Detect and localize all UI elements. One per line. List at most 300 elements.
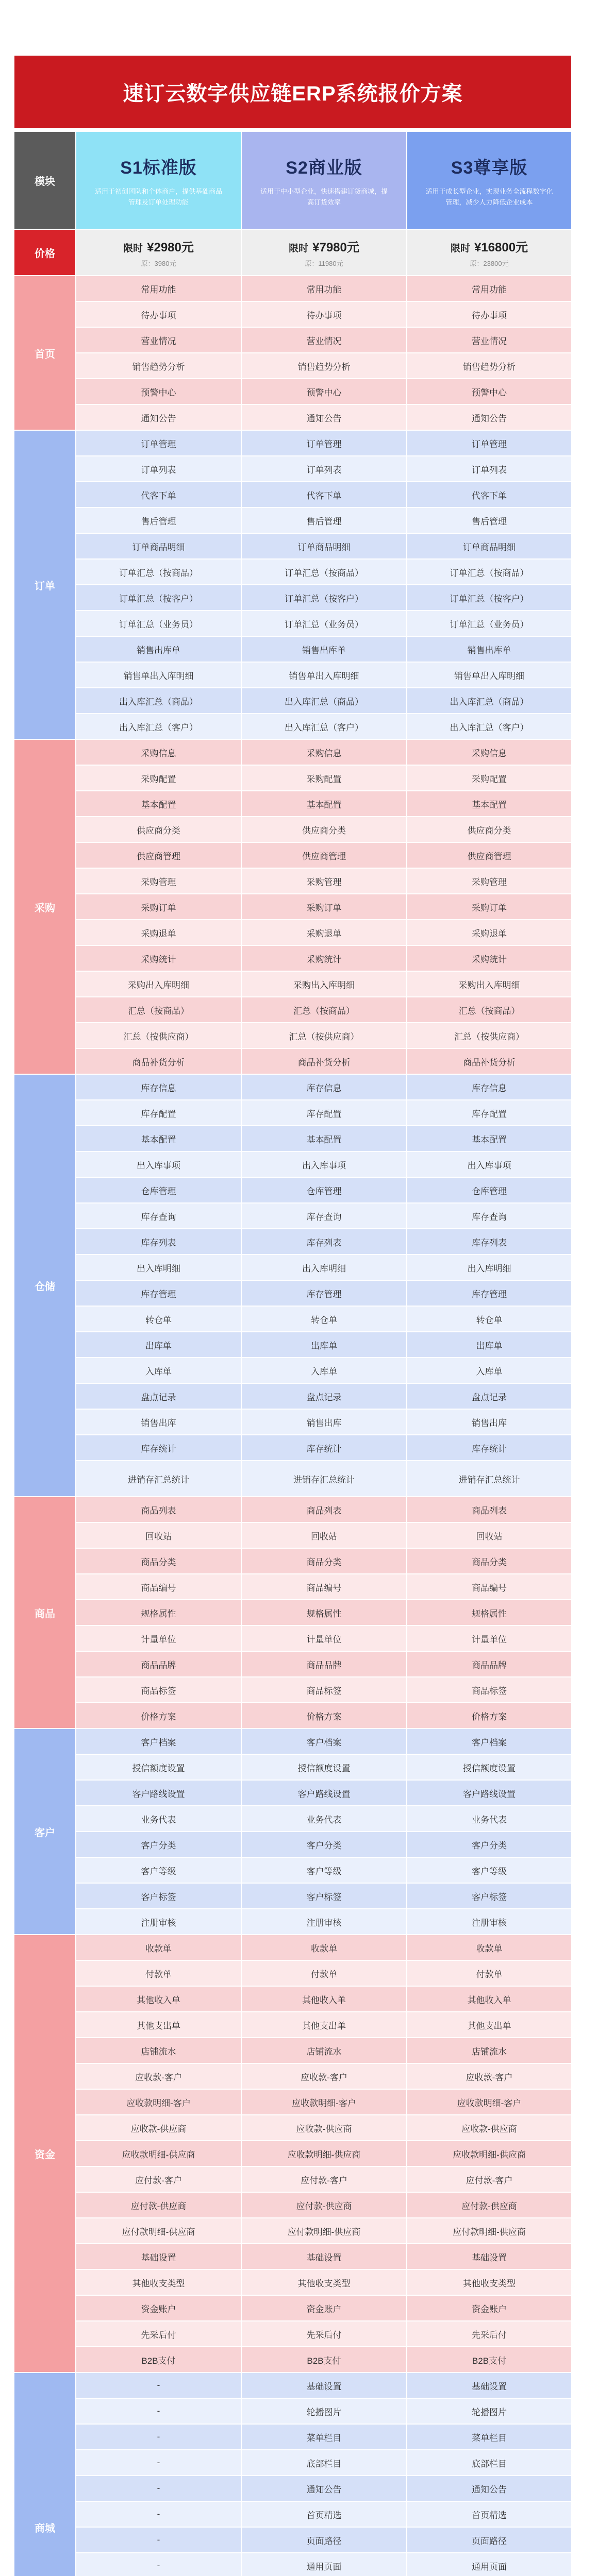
plan-feature-cell: 应付款-供应商	[76, 2193, 241, 2217]
plan-feature-cell: 其他支出单	[407, 2012, 571, 2037]
plan-feature-cell: 其他收支类型	[407, 2270, 571, 2295]
plan-feature-cell: 注册审核	[242, 1909, 406, 1934]
plan-feature-cell: 常用功能	[76, 276, 241, 301]
plan-feature-cell: 商品补货分析	[76, 1049, 241, 1074]
plan-feature-cell: 采购统计	[76, 946, 241, 971]
price-amount: ¥16800元	[474, 241, 528, 255]
module-section	[14, 740, 571, 1074]
plan-feature-cell: 应付款明细-供应商	[76, 2218, 241, 2243]
plan-feature-cell: 出入库明细	[407, 1255, 571, 1280]
plan-feature-cell: 首页精选	[242, 2502, 406, 2527]
plan-feature-cell: 回收站	[242, 1523, 406, 1548]
plan-feature-cell: 出入库汇总（客户）	[76, 714, 241, 739]
plan-description: 适用于中小型企业，快速搭建订货商城，提高订货效率	[260, 187, 388, 206]
plan-feature-cell: 其他收支类型	[76, 2270, 241, 2295]
plan-feature-cell: 授信额度设置	[242, 1755, 406, 1780]
plan-feature-cell: 其他收入单	[76, 1987, 241, 2011]
plan-feature-cell: 付款单	[76, 1961, 241, 1986]
plan-feature-cell: 客户路线设置	[242, 1781, 406, 1805]
plan-feature-cell: 汇总（按供应商）	[242, 1023, 406, 1048]
plan-feature-cell: 应付款-供应商	[242, 2193, 406, 2217]
plan-feature-cell: 应收款-客户	[76, 2064, 241, 2089]
plan-feature-cell: 供应商管理	[407, 843, 571, 868]
price-original: 原：11980元	[305, 260, 343, 267]
plan-feature-cell: 销售出库	[76, 1410, 241, 1434]
price-row	[14, 230, 571, 275]
plan-feature-cell: 基础设置	[242, 2373, 406, 2398]
plan-feature-cell: 商品标签	[76, 1677, 241, 1702]
plan-feature-cell: 采购管理	[76, 869, 241, 893]
plan-feature-cell: 仓库管理	[242, 1178, 406, 1202]
plan-feature-cell: 库存列表	[76, 1229, 241, 1254]
plan-feature-cell: 其他支出单	[242, 2012, 406, 2037]
plan-feature-cell: 客户路线设置	[76, 1781, 241, 1805]
plan-feature-cell: 库存信息	[407, 1075, 571, 1099]
plan-feature-cell: 计量单位	[242, 1626, 406, 1651]
plan-feature-cell: 菜单栏目	[242, 2425, 406, 2449]
plan-feature-cell: 库存查询	[407, 1204, 571, 1228]
plan-feature-cell: 预警中心	[242, 379, 406, 404]
plan-feature-cell: 应付款明细-供应商	[242, 2218, 406, 2243]
plan-feature-cell: -	[76, 2528, 241, 2552]
plan-feature-cell: 收款单	[242, 1935, 406, 1960]
module-label: 仓储	[14, 1075, 75, 1496]
plan-feature-cell: 店铺流水	[242, 2038, 406, 2063]
module-label: 订单	[14, 431, 75, 739]
price-current	[123, 237, 194, 255]
page-title: 速订云数字供应链ERP系统报价方案	[123, 82, 463, 105]
plan-feature-cell: 其他收入单	[407, 1987, 571, 2011]
plan-feature-cell: 客户标签	[407, 1884, 571, 1908]
plan-feature-cell: 应收款明细-客户	[242, 2090, 406, 2114]
plan-feature-cell: 销售出库	[407, 1410, 571, 1434]
plan-feature-cell: 轮播图片	[242, 2399, 406, 2424]
plan-feature-cell: 出入库汇总（商品）	[242, 688, 406, 713]
plan-feature-cell: 商品列表	[76, 1497, 241, 1522]
plan-feature-cell: 订单管理	[242, 431, 406, 455]
plan-feature-cell: 采购信息	[407, 740, 571, 765]
plan-feature-cell: 采购退单	[407, 920, 571, 945]
plan-s2-price	[242, 230, 406, 275]
plan-feature-cell: 基础设置	[407, 2244, 571, 2269]
plan-feature-cell: 采购配置	[242, 766, 406, 790]
plan-feature-cell: 出入库汇总（商品）	[407, 688, 571, 713]
plan-feature-cell: 商品标签	[242, 1677, 406, 1702]
plan-feature-cell: 代客下单	[76, 482, 241, 507]
plan-feature-cell: 计量单位	[76, 1626, 241, 1651]
plan-feature-cell: 订单汇总（按商品）	[242, 560, 406, 584]
plan-feature-cell: 商品编号	[242, 1574, 406, 1599]
plan-feature-cell: 入库单	[407, 1358, 571, 1383]
plan-feature-cell: 通知公告	[76, 405, 241, 430]
plan-feature-cell: 出入库汇总（商品）	[76, 688, 241, 713]
plan-feature-cell: 出入库汇总（客户）	[242, 714, 406, 739]
module-section	[14, 2373, 571, 2576]
plan-feature-cell: 客户标签	[76, 1884, 241, 1908]
plan-feature-cell: 业务代表	[76, 1806, 241, 1831]
plan-feature-cell: 应付款-供应商	[407, 2193, 571, 2217]
plan-feature-cell: 常用功能	[242, 276, 406, 301]
plan-feature-cell: 待办事项	[407, 302, 571, 327]
plan-name: S3尊享版	[451, 158, 528, 178]
plan-feature-cell: 店铺流水	[76, 2038, 241, 2063]
plan-feature-cell: 授信额度设置	[407, 1755, 571, 1780]
plan-feature-cell: 汇总（按供应商）	[407, 1023, 571, 1048]
plan-feature-cell: 回收站	[76, 1523, 241, 1548]
plan-feature-cell: 订单汇总（按商品）	[407, 560, 571, 584]
plan-feature-cell: 客户档案	[242, 1729, 406, 1754]
plan-feature-cell: 计量单位	[407, 1626, 571, 1651]
plan-feature-cell: -	[76, 2553, 241, 2576]
plan-feature-cell: 其他收支类型	[242, 2270, 406, 2295]
plan-feature-cell: 商品列表	[407, 1497, 571, 1522]
plan-feature-cell: 出入库事项	[76, 1152, 241, 1177]
module-section	[14, 1935, 571, 2372]
plan-feature-cell: 出入库明细	[76, 1255, 241, 1280]
module-section	[14, 1497, 571, 1728]
plan-feature-cell: 回收站	[407, 1523, 571, 1548]
plan-feature-cell: 客户等级	[76, 1858, 241, 1883]
plan-feature-cell: 应付款-客户	[76, 2167, 241, 2192]
plan-s1-header	[76, 132, 241, 229]
plan-feature-cell: 入库单	[242, 1358, 406, 1383]
plan-feature-cell: 汇总（按商品）	[407, 997, 571, 1022]
plan-name: S1标准版	[120, 158, 197, 178]
plan-feature-cell: 售后管理	[76, 508, 241, 533]
plan-feature-cell: 进销存汇总统计	[242, 1461, 406, 1496]
plan-feature-cell: 盘点记录	[242, 1384, 406, 1409]
plan-feature-cell: 订单列表	[407, 456, 571, 481]
plan-feature-cell: 客户分类	[242, 1832, 406, 1857]
plan-feature-cell: 底部栏目	[242, 2450, 406, 2475]
plan-feature-cell: 通知公告	[242, 405, 406, 430]
plan-feature-cell: 库存管理	[407, 1281, 571, 1306]
plan-feature-cell: 页面路径	[242, 2528, 406, 2552]
plan-feature-cell: 采购出入库明细	[407, 972, 571, 996]
plan-feature-cell: 待办事项	[76, 302, 241, 327]
plan-feature-cell: 资金账户	[76, 2296, 241, 2320]
plan-feature-cell: 营业情况	[76, 328, 241, 352]
plan-feature-cell: 出入库汇总（客户）	[407, 714, 571, 739]
plan-feature-cell: 付款单	[242, 1961, 406, 1986]
plan-feature-cell: 其他收入单	[242, 1987, 406, 2011]
plan-feature-cell: 客户标签	[242, 1884, 406, 1908]
plan-feature-cell: 供应商分类	[76, 817, 241, 842]
plan-feature-cell: 转仓单	[76, 1307, 241, 1331]
plan-feature-cell: 转仓单	[242, 1307, 406, 1331]
plan-feature-cell: 基本配置	[407, 791, 571, 816]
plan-feature-cell: 代客下单	[242, 482, 406, 507]
module-label: 商品	[14, 1497, 75, 1728]
plan-feature-cell: 库存管理	[242, 1281, 406, 1306]
plan-feature-cell: 订单商品明细	[76, 534, 241, 558]
plan-feature-cell: -	[76, 2476, 241, 2501]
plan-feature-cell: 库存查询	[76, 1204, 241, 1228]
price-original: 原：23800元	[470, 260, 509, 267]
plan-feature-cell: 库存配置	[76, 1100, 241, 1125]
plan-feature-cell: 转仓单	[407, 1307, 571, 1331]
plan-feature-cell: 基本配置	[242, 1126, 406, 1151]
plan-feature-cell: 规格属性	[407, 1600, 571, 1625]
plan-feature-cell: 销售单出入库明细	[76, 663, 241, 687]
plan-feature-cell: 销售趋势分析	[407, 353, 571, 378]
plan-feature-cell: 采购统计	[407, 946, 571, 971]
plan-feature-cell: 页面路径	[407, 2528, 571, 2552]
plan-feature-cell: 销售出库单	[76, 637, 241, 662]
module-section	[14, 276, 571, 430]
module-section	[14, 1729, 571, 1934]
plan-feature-cell: 进销存汇总统计	[76, 1461, 241, 1496]
plan-feature-cell: 库存配置	[242, 1100, 406, 1125]
plan-feature-cell: 价格方案	[242, 1703, 406, 1728]
plan-feature-cell: 盘点记录	[407, 1384, 571, 1409]
plan-feature-cell: 预警中心	[407, 379, 571, 404]
plan-feature-cell: 商品标签	[407, 1677, 571, 1702]
plan-feature-cell: -	[76, 2399, 241, 2424]
plan-feature-cell: 采购信息	[242, 740, 406, 765]
plan-feature-cell: 基本配置	[76, 791, 241, 816]
price-original: 原：3980元	[141, 260, 176, 267]
plan-feature-cell: 订单汇总（业务员）	[407, 611, 571, 636]
plan-feature-cell: 授信额度设置	[76, 1755, 241, 1780]
plan-feature-cell: 商品品牌	[242, 1652, 406, 1676]
plan-feature-cell: 汇总（按商品）	[76, 997, 241, 1022]
price-prefix: 限时	[123, 243, 143, 254]
plan-feature-cell: 销售趋势分析	[76, 353, 241, 378]
plan-feature-cell: 业务代表	[407, 1806, 571, 1831]
plan-feature-cell: 入库单	[76, 1358, 241, 1383]
plan-feature-cell: 客户档案	[407, 1729, 571, 1754]
plan-feature-cell: 订单商品明细	[242, 534, 406, 558]
plan-feature-cell: 先采后付	[76, 2321, 241, 2346]
plan-feature-cell: 订单管理	[407, 431, 571, 455]
plan-feature-cell: 库存统计	[242, 1435, 406, 1460]
plan-feature-cell: 应收款明细-供应商	[407, 2141, 571, 2166]
plan-feature-cell: 仓库管理	[76, 1178, 241, 1202]
plan-feature-cell: 销售单出入库明细	[242, 663, 406, 687]
module-column-header: 模块	[14, 132, 75, 229]
plan-feature-cell: 收款单	[76, 1935, 241, 1960]
plan-feature-cell: 采购配置	[76, 766, 241, 790]
module-section	[14, 1075, 571, 1496]
plan-feature-cell: 客户档案	[76, 1729, 241, 1754]
plan-feature-cell: 订单汇总（业务员）	[242, 611, 406, 636]
plan-feature-cell: 订单汇总（按客户）	[76, 585, 241, 610]
plan-feature-cell: 应收款-供应商	[407, 2115, 571, 2140]
plan-description: 适用于初创团队和个体商户，提供基础商品管理及订单处理功能	[94, 187, 222, 206]
plan-feature-cell: 应收款-客户	[407, 2064, 571, 2089]
plan-feature-cell: 菜单栏目	[407, 2425, 571, 2449]
plan-feature-cell: 订单汇总（业务员）	[76, 611, 241, 636]
plan-feature-cell: 订单商品明细	[407, 534, 571, 558]
plan-feature-cell: 应付款-客户	[407, 2167, 571, 2192]
plan-feature-cell: 采购订单	[407, 894, 571, 919]
plan-s1-price	[76, 230, 241, 275]
plan-feature-cell: 应收款明细-客户	[407, 2090, 571, 2114]
plan-feature-cell: 出库单	[242, 1332, 406, 1357]
plan-feature-cell: 营业情况	[407, 328, 571, 352]
plan-feature-cell: 客户等级	[242, 1858, 406, 1883]
plan-header-row	[14, 132, 571, 229]
plan-feature-cell: 供应商分类	[242, 817, 406, 842]
plan-feature-cell: 采购退单	[76, 920, 241, 945]
plan-feature-cell: 出入库事项	[407, 1152, 571, 1177]
plan-feature-cell: 供应商管理	[242, 843, 406, 868]
plan-feature-cell: 库存信息	[242, 1075, 406, 1099]
plan-feature-cell: 规格属性	[242, 1600, 406, 1625]
plan-feature-cell: 采购出入库明细	[76, 972, 241, 996]
plan-feature-cell: 采购配置	[407, 766, 571, 790]
plan-feature-cell: 代客下单	[407, 482, 571, 507]
plan-feature-cell: 商品列表	[242, 1497, 406, 1522]
plan-feature-cell: 出库单	[407, 1332, 571, 1357]
plan-feature-cell: B2B支付	[407, 2347, 571, 2372]
plan-feature-cell: 基础设置	[242, 2244, 406, 2269]
price-amount: ¥2980元	[147, 241, 194, 255]
module-label: 首页	[14, 276, 75, 430]
plan-feature-cell: 订单列表	[76, 456, 241, 481]
plan-feature-cell: 基础设置	[76, 2244, 241, 2269]
plan-feature-cell: 应付款明细-供应商	[407, 2218, 571, 2243]
plan-feature-cell: -	[76, 2450, 241, 2475]
plan-feature-cell: 采购订单	[242, 894, 406, 919]
plan-feature-cell: 商品编号	[407, 1574, 571, 1599]
plan-feature-cell: 应收款明细-供应商	[242, 2141, 406, 2166]
plan-feature-cell: 价格方案	[76, 1703, 241, 1728]
plan-feature-cell: 商品品牌	[76, 1652, 241, 1676]
plan-feature-cell: 盘点记录	[76, 1384, 241, 1409]
plan-feature-cell: 客户等级	[407, 1858, 571, 1883]
plan-feature-cell: 供应商分类	[407, 817, 571, 842]
plan-feature-cell: 销售趋势分析	[242, 353, 406, 378]
plan-feature-cell: 商品补货分析	[407, 1049, 571, 1074]
plan-feature-cell: 其他支出单	[76, 2012, 241, 2037]
plan-feature-cell: 应收款-供应商	[76, 2115, 241, 2140]
plan-feature-cell: 客户分类	[407, 1832, 571, 1857]
plan-feature-cell: 先采后付	[242, 2321, 406, 2346]
plan-feature-cell: 商品分类	[407, 1549, 571, 1573]
plan-feature-cell: 商品分类	[242, 1549, 406, 1573]
plan-feature-cell: 库存信息	[76, 1075, 241, 1099]
plan-feature-cell: 应收款-客户	[242, 2064, 406, 2089]
plan-feature-cell: 基本配置	[407, 1126, 571, 1151]
plan-feature-cell: 订单汇总（按客户）	[407, 585, 571, 610]
price-amount: ¥7980元	[312, 241, 359, 255]
plan-feature-cell: 应收款明细-客户	[76, 2090, 241, 2114]
plan-feature-cell: 库存管理	[76, 1281, 241, 1306]
plan-feature-cell: 基础设置	[407, 2373, 571, 2398]
plan-feature-cell: 采购统计	[242, 946, 406, 971]
plan-feature-cell: 订单汇总（按客户）	[242, 585, 406, 610]
plan-feature-cell: 底部栏目	[407, 2450, 571, 2475]
plan-feature-cell: 采购退单	[242, 920, 406, 945]
plan-feature-cell: 应收款明细-供应商	[76, 2141, 241, 2166]
plan-feature-cell: 业务代表	[242, 1806, 406, 1831]
plan-feature-cell: 注册审核	[76, 1909, 241, 1934]
plan-description: 适用于成长型企业，实现业务全流程数字化管理，减少人力降低企业成本	[425, 187, 553, 206]
plan-feature-cell: -	[76, 2425, 241, 2449]
plan-feature-cell: 资金账户	[407, 2296, 571, 2320]
plan-feature-cell: B2B支付	[242, 2347, 406, 2372]
module-label: 客户	[14, 1729, 75, 1934]
plan-feature-cell: 售后管理	[242, 508, 406, 533]
plan-feature-cell: 库存统计	[407, 1435, 571, 1460]
plan-feature-cell: 订单管理	[76, 431, 241, 455]
plan-feature-cell: 库存查询	[242, 1204, 406, 1228]
plan-feature-cell: 库存统计	[76, 1435, 241, 1460]
module-sections	[14, 276, 571, 2576]
plan-feature-cell: 出入库明细	[242, 1255, 406, 1280]
plan-feature-cell: 基本配置	[242, 791, 406, 816]
plan-feature-cell: 库存列表	[242, 1229, 406, 1254]
plan-feature-cell: 供应商管理	[76, 843, 241, 868]
plan-feature-cell: 售后管理	[407, 508, 571, 533]
plan-name: S2商业版	[286, 158, 362, 178]
module-label: 资金	[14, 1935, 75, 2372]
plan-feature-cell: 采购管理	[242, 869, 406, 893]
plan-feature-cell: 待办事项	[242, 302, 406, 327]
plan-feature-cell: 销售出库	[242, 1410, 406, 1434]
plan-feature-cell: 商品编号	[76, 1574, 241, 1599]
plan-feature-cell: 资金账户	[242, 2296, 406, 2320]
plan-feature-cell: B2B支付	[76, 2347, 241, 2372]
plan-feature-cell: 应收款-供应商	[242, 2115, 406, 2140]
plan-feature-cell: 出入库事项	[242, 1152, 406, 1177]
module-section	[14, 431, 571, 739]
plan-feature-cell: 商品分类	[76, 1549, 241, 1573]
price-label: 价格	[14, 230, 75, 275]
price-current	[289, 237, 359, 255]
plan-feature-cell: 客户分类	[76, 1832, 241, 1857]
plan-feature-cell: 注册审核	[407, 1909, 571, 1934]
plan-s3-header	[407, 132, 571, 229]
plan-feature-cell: 仓库管理	[407, 1178, 571, 1202]
plan-feature-cell: 销售出库单	[407, 637, 571, 662]
plan-feature-cell: 采购管理	[407, 869, 571, 893]
plan-feature-cell: 采购信息	[76, 740, 241, 765]
price-prefix: 限时	[450, 243, 470, 254]
plan-feature-cell: 预警中心	[76, 379, 241, 404]
plan-feature-cell: 订单汇总（按商品）	[76, 560, 241, 584]
plan-feature-cell: 出库单	[76, 1332, 241, 1357]
plan-feature-cell: 应付款-客户	[242, 2167, 406, 2192]
plan-feature-cell: 轮播图片	[407, 2399, 571, 2424]
plan-feature-cell: -	[76, 2502, 241, 2527]
plan-feature-cell: 商品品牌	[407, 1652, 571, 1676]
module-label: 商城	[14, 2373, 75, 2576]
plan-feature-cell: 订单列表	[242, 456, 406, 481]
page-title-banner	[14, 56, 571, 128]
plan-feature-cell: 基本配置	[76, 1126, 241, 1151]
plan-feature-cell: 收款单	[407, 1935, 571, 1960]
plan-feature-cell: 采购订单	[76, 894, 241, 919]
price-prefix: 限时	[289, 243, 309, 254]
plan-feature-cell: 商品补货分析	[242, 1049, 406, 1074]
pricing-table	[14, 132, 571, 2576]
plan-feature-cell: 规格属性	[76, 1600, 241, 1625]
plan-feature-cell: 通知公告	[407, 2476, 571, 2501]
plan-feature-cell: 汇总（按商品）	[242, 997, 406, 1022]
plan-feature-cell: 采购出入库明细	[242, 972, 406, 996]
plan-feature-cell: 销售单出入库明细	[407, 663, 571, 687]
plan-feature-cell: 付款单	[407, 1961, 571, 1986]
plan-feature-cell: 通用页面	[407, 2553, 571, 2576]
plan-feature-cell: 店铺流水	[407, 2038, 571, 2063]
plan-feature-cell: -	[76, 2373, 241, 2398]
plan-feature-cell: 价格方案	[407, 1703, 571, 1728]
plan-feature-cell: 营业情况	[242, 328, 406, 352]
plan-feature-cell: 先采后付	[407, 2321, 571, 2346]
